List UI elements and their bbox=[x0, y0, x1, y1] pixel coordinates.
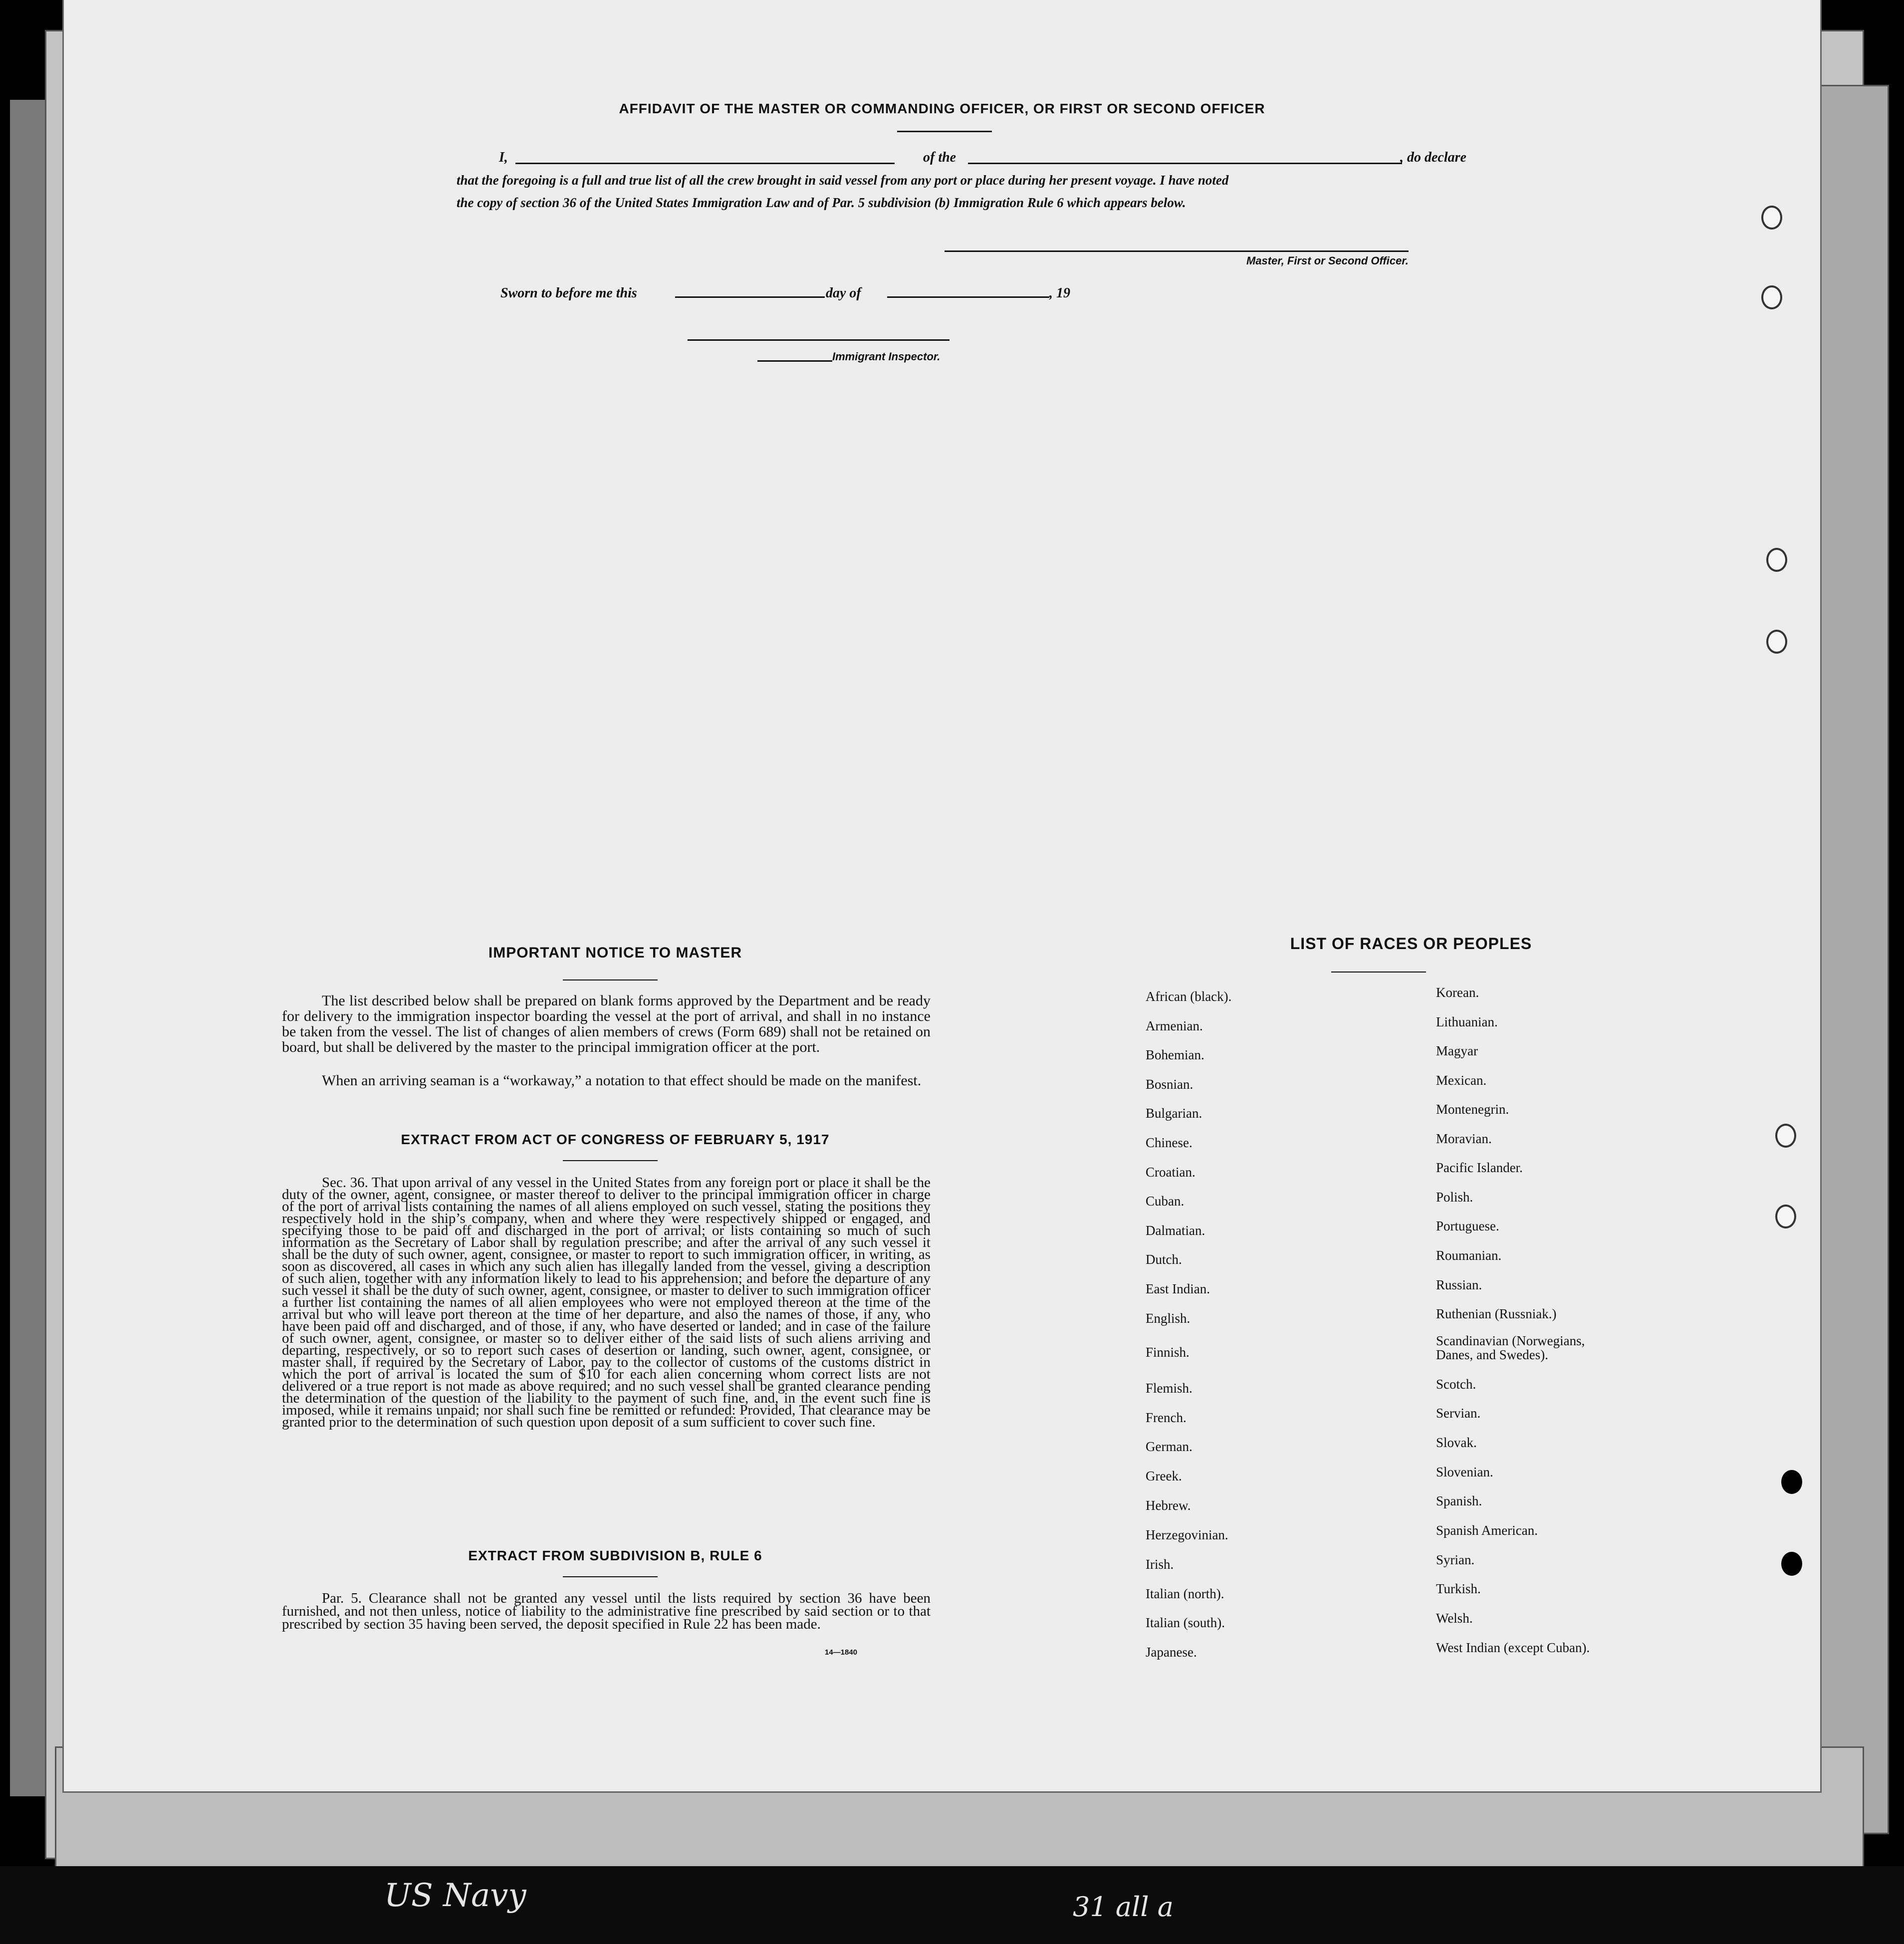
race-item: Dalmatian. bbox=[1146, 1223, 1205, 1238]
race-item: Hebrew. bbox=[1146, 1498, 1191, 1513]
notice-paragraph-2: When an arriving seaman is a “workaway,” a notation to that effect should be made on the manifest. bbox=[322, 1072, 922, 1089]
race-item: Russian. bbox=[1436, 1277, 1482, 1292]
race-item: Pacific Islander. bbox=[1436, 1160, 1523, 1175]
extract-rule-rule bbox=[563, 1576, 658, 1577]
race-item: Slovenian. bbox=[1436, 1464, 1493, 1479]
race-item: East Indian. bbox=[1146, 1281, 1210, 1296]
race-item: Armenian. bbox=[1146, 1018, 1203, 1033]
race-item: Moravian. bbox=[1436, 1131, 1492, 1146]
race-item: Bohemian. bbox=[1146, 1047, 1204, 1062]
race-item: Bulgarian. bbox=[1146, 1106, 1202, 1121]
race-item: Korean. bbox=[1436, 985, 1479, 1000]
affidavit-statement-line: that the foregoing is a full and true list of all the crew brought in said vessel from any port or place during her present voyage. I have noted bbox=[457, 173, 1229, 188]
handwritten-note: US Navy bbox=[384, 1877, 526, 1914]
race-item: Spanish. bbox=[1436, 1493, 1482, 1508]
race-item: Cuban. bbox=[1146, 1194, 1185, 1209]
punch-hole bbox=[1781, 1470, 1802, 1494]
inspector-short-line bbox=[757, 360, 832, 362]
race-item: Lithuanian. bbox=[1436, 1014, 1498, 1029]
affidavit-of-the: of the bbox=[923, 150, 956, 165]
manifest-page bbox=[64, 0, 1820, 1791]
affidavit-i: I, bbox=[499, 150, 508, 165]
extract-act-title: EXTRACT FROM ACT OF CONGRESS OF FEBRUARY 5, 1917 bbox=[401, 1132, 830, 1147]
master-signature-line[interactable] bbox=[945, 250, 1409, 252]
extract-rule-text: Par. 5. Clearance shall not be granted any vessel until the lists required by section 36 have been furnished, and not then unless, notice of liability to the administrative fine prescribed by said section or to that prescribed by section 35 having been served, the deposit specified in Rule 22 has been made. bbox=[282, 1590, 931, 1632]
race-item: Scotch. bbox=[1436, 1377, 1476, 1392]
punch-hole bbox=[1761, 206, 1782, 230]
race-item: Greek. bbox=[1146, 1468, 1182, 1483]
race-item: Spanish American. bbox=[1436, 1523, 1538, 1538]
punch-hole bbox=[1775, 1205, 1796, 1228]
race-item: Scandinavian (Norwegians, Danes, and Swedes). bbox=[1436, 1333, 1585, 1362]
race-item: Magyar bbox=[1436, 1043, 1478, 1058]
title-rule bbox=[897, 131, 992, 132]
race-item: German. bbox=[1146, 1439, 1192, 1454]
sworn-prefix: Sworn to before me this bbox=[500, 285, 637, 301]
extract-act-rule bbox=[563, 1160, 658, 1161]
sworn-year: , 19 bbox=[1049, 285, 1070, 301]
race-item: Irish. bbox=[1146, 1557, 1174, 1572]
race-item: Flemish. bbox=[1146, 1381, 1192, 1396]
name-field-line[interactable] bbox=[515, 163, 895, 164]
race-item: Welsh. bbox=[1436, 1611, 1473, 1626]
race-item: West Indian (except Cuban). bbox=[1436, 1640, 1590, 1655]
race-item: Portuguese. bbox=[1436, 1218, 1499, 1233]
race-item: Croatian. bbox=[1146, 1165, 1195, 1180]
race-item: Bosnian. bbox=[1146, 1077, 1193, 1092]
notice-paragraph-1: The list described below shall be prepared on blank forms approved by the Department and be ready for delivery to the immigration inspector boarding the vessel at the port of arrival, and shall in no instance be taken from the vessel. The list of changes of alien members of crews (Form 689) shall not be retained on board, but shall be delivered by the master to the principal immigration officer at the port. bbox=[282, 992, 931, 1055]
race-item: Syrian. bbox=[1436, 1552, 1475, 1567]
scan-bottom-edge bbox=[0, 1866, 1904, 1944]
extract-rule-title: EXTRACT FROM SUBDIVISION B, RULE 6 bbox=[468, 1548, 762, 1563]
sworn-day-line[interactable] bbox=[675, 296, 825, 298]
handwritten-note: 31 all a bbox=[1073, 1891, 1174, 1923]
affidavit-statement-line2: the copy of section 36 of the United States Immigration Law and of Par. 5 subdivision (b) Immigration Rule 6 which appears below. bbox=[457, 195, 1186, 210]
sworn-day-of: day of bbox=[826, 285, 861, 301]
race-item: Mexican. bbox=[1436, 1073, 1487, 1088]
affidavit-title: AFFIDAVIT OF THE MASTER OR COMMANDING OFFICER, OR FIRST OR SECOND OFFICER bbox=[619, 101, 1265, 116]
form-number: 14—1840 bbox=[825, 1648, 858, 1657]
race-item: Turkish. bbox=[1436, 1581, 1481, 1596]
extract-act-text: Sec. 36. That upon arrival of any vessel in the United States from any foreign port or place it shall be the duty of the owner, agent, consignee, or master thereof to deliver to the principal immigration officer in charge of the port of arrival lists containing the names of all aliens employed on such vessel, stating the positions they respectively hold in the ship’s company, when and where they were respectively shipped or engaged, and specifying those to be paid off and discharged in the port of arrival; or lists containing so much of such information as the Secretary of Labor shall by regulation prescribe; and after the arrival of any such vessel it shall be the duty of such owner, agent, consignee, or master to report to such immigration officer, in writing, as soon as discovered, all cases in which any such alien has illegally landed from the vessel, giving a description of such alien, together with any information likely to lead to his apprehension; and before the departure of any such vessel it shall be the duty of such owner, agent, consignee, or master to deliver to such immigration officer a further list containing the names of all alien employees who were not employed thereon at the time of the arrival but who will leave port thereon at the time of her departure, and also the names of those, if any, who have been paid off and discharged, and of those, if any, who have deserted or landed; and in case of the failure of such owner, agent, consignee, or master so to deliver either of the said lists of such aliens arriving and departing, respectively, or so to report such cases of desertion or landing, such owner, agent, consignee, or master shall, if required by the Secretary of Labor, pay to the collector of customs of the customs district in which the port of arrival is located the sum of $10 for each alien concerning whom correct lists are not delivered or a true report is not made as above required; and no such vessel shall be granted clearance pending the determination of the question of the liability to the payment of such fine, and, in the event such fine is imposed, while it remains unpaid; nor shall such fine be remitted or refunded: Provided, That clearance may be granted prior to the determination of such question upon deposit of a sum sufficient to cover such fine. bbox=[282, 1175, 931, 1430]
inspector-signature-line[interactable] bbox=[688, 339, 950, 341]
race-item: Slovak. bbox=[1436, 1435, 1477, 1450]
race-item: Finnish. bbox=[1146, 1345, 1190, 1360]
race-item: Polish. bbox=[1436, 1190, 1473, 1205]
race-item: African (black). bbox=[1146, 989, 1232, 1004]
punch-hole bbox=[1766, 630, 1787, 654]
race-item: Chinese. bbox=[1146, 1135, 1192, 1150]
race-item: Ruthenian (Russniak.) bbox=[1436, 1306, 1557, 1321]
punch-hole bbox=[1761, 285, 1782, 309]
affidavit-do-declare: , do declare bbox=[1400, 150, 1466, 165]
race-item: English. bbox=[1146, 1311, 1190, 1326]
race-item: Japanese. bbox=[1146, 1645, 1197, 1660]
inspector-caption: Immigrant Inspector. bbox=[832, 350, 941, 363]
race-item: Roumanian. bbox=[1436, 1248, 1502, 1263]
race-item: Montenegrin. bbox=[1436, 1102, 1509, 1117]
punch-hole bbox=[1775, 1124, 1796, 1148]
punch-hole bbox=[1781, 1552, 1802, 1576]
punch-hole bbox=[1766, 548, 1787, 572]
race-item: Herzegovinian. bbox=[1146, 1527, 1228, 1542]
sworn-month-line[interactable] bbox=[887, 296, 1049, 298]
race-item: Italian (south). bbox=[1146, 1615, 1225, 1630]
race-item: Dutch. bbox=[1146, 1252, 1182, 1267]
notice-title: IMPORTANT NOTICE TO MASTER bbox=[488, 945, 742, 961]
race-item: Servian. bbox=[1436, 1406, 1481, 1421]
race-item: Italian (north). bbox=[1146, 1586, 1224, 1601]
races-title: LIST OF RACES OR PEOPLES bbox=[1290, 935, 1532, 953]
race-item: French. bbox=[1146, 1410, 1187, 1425]
master-signature-caption: Master, First or Second Officer. bbox=[1246, 254, 1409, 267]
vessel-field-line[interactable] bbox=[968, 163, 1402, 164]
notice-rule bbox=[563, 979, 658, 980]
